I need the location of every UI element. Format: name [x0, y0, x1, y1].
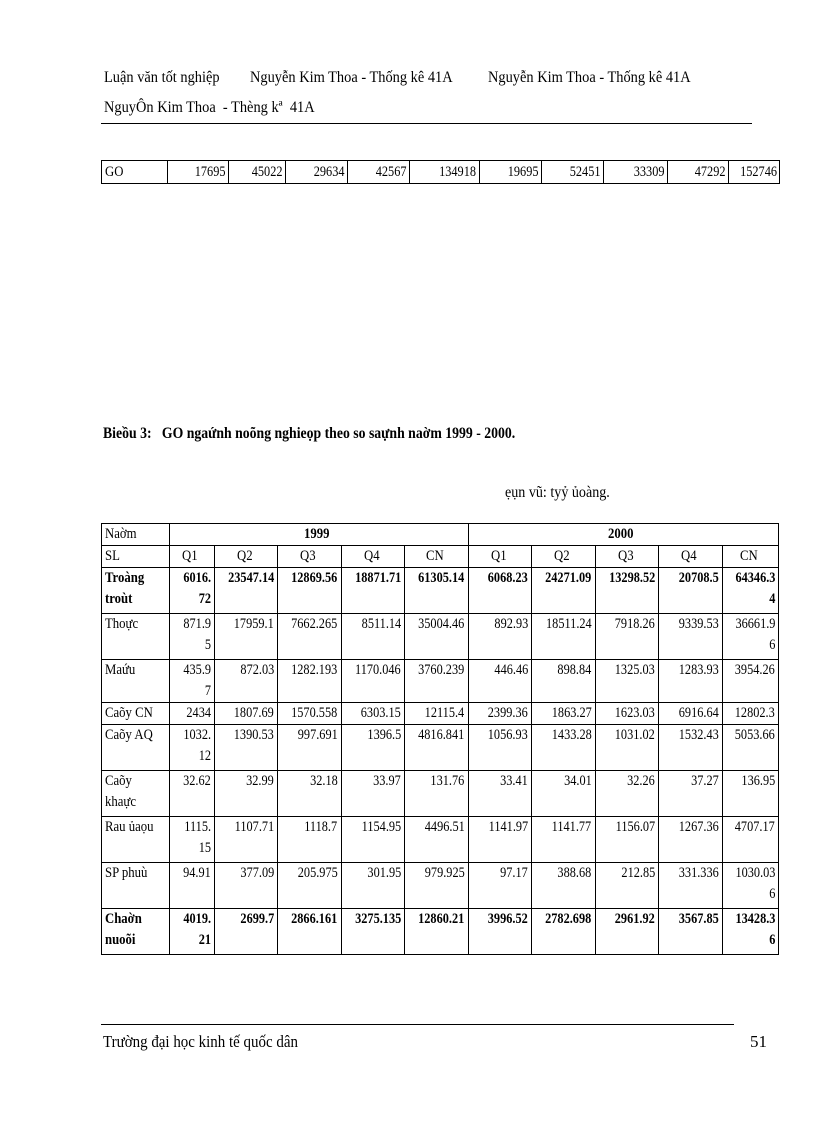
table-row	[102, 568, 779, 614]
table-cell: 1807.69	[214, 703, 277, 725]
page-number: 51	[750, 1032, 767, 1051]
table-cell: 872.03	[214, 660, 277, 703]
table-cell: 24271.09	[532, 568, 595, 614]
table-cell: 12115.4	[405, 703, 469, 725]
table-row	[102, 660, 779, 703]
table-row	[102, 161, 780, 184]
footer-divider	[101, 1024, 734, 1025]
table-row	[102, 703, 779, 725]
table-cell: 52451	[542, 161, 604, 184]
table-cell: 37.27	[659, 771, 722, 817]
row-label: Thoực	[102, 614, 170, 660]
row-label: Rau ủaọu	[102, 817, 170, 863]
table-cell: 1283.93	[659, 660, 722, 703]
table-cell: 1141.77	[532, 817, 595, 863]
table-cell: 3996.52	[468, 909, 531, 955]
table-cell: 1396.5	[341, 725, 404, 771]
table-row	[102, 725, 779, 771]
table-cell: 6016.72	[169, 568, 214, 614]
table-cell: 4707.17	[722, 817, 778, 863]
table-cell: 9339.53	[659, 614, 722, 660]
table-cell: 3567.85	[659, 909, 722, 955]
table-cell: 1107.71	[214, 817, 277, 863]
table-row	[102, 771, 779, 817]
table-cell: 3954.26	[722, 660, 778, 703]
table-cell: 1570.558	[278, 703, 341, 725]
table-cell: 35004.46	[405, 614, 469, 660]
table-cell: 377.09	[214, 863, 277, 909]
go-label: GO	[102, 161, 168, 184]
table-cell: 47292	[668, 161, 729, 184]
table-cell: 5053.66	[722, 725, 778, 771]
table-cell: 32.99	[214, 771, 277, 817]
table-cell: 36661.96	[722, 614, 778, 660]
data-table	[101, 523, 779, 955]
table-header-row	[102, 524, 779, 546]
table-cell: 446.46	[468, 660, 531, 703]
table-cell: 33.97	[341, 771, 404, 817]
table-cell: 6303.15	[341, 703, 404, 725]
header-year-label: Naờm	[102, 524, 170, 546]
caption-title: GO ngaứnh noõng nghieọp theo so saựnh naờm 1999 - 2000.	[161, 425, 516, 442]
table-cell: 2866.161	[278, 909, 341, 955]
table-cell: 12802.3	[722, 703, 778, 725]
table-cell: 1433.28	[532, 725, 595, 771]
table-cell: 13298.52	[595, 568, 658, 614]
table-cell: 1623.03	[595, 703, 658, 725]
table-cell: 871.95	[169, 614, 214, 660]
table-cell: 1156.07	[595, 817, 658, 863]
row-label: Troàng troùt	[102, 568, 170, 614]
table-cell: 1154.95	[341, 817, 404, 863]
table-cell: 8511.14	[341, 614, 404, 660]
row-label: Caõy CN	[102, 703, 170, 725]
go-row-table	[101, 160, 780, 184]
table-cell: 20708.5	[659, 568, 722, 614]
table-cell: 18871.71	[341, 568, 404, 614]
table-body	[102, 568, 779, 955]
header-author-repeat: Nguyễn Kim Thoa - Thống kê 41A	[488, 69, 691, 86]
table-cell: 3275.135	[341, 909, 404, 955]
column-header: CN	[722, 546, 778, 568]
table-cell: 435.97	[169, 660, 214, 703]
table-header-row	[102, 546, 779, 568]
table-cell: 1863.27	[532, 703, 595, 725]
table-cell: 134918	[410, 161, 480, 184]
row-label: Chaờn nuoõi	[102, 909, 170, 955]
row-label: Maứu	[102, 660, 170, 703]
column-header: Q1	[169, 546, 214, 568]
table-cell: 2399.36	[468, 703, 531, 725]
table-cell: 7918.26	[595, 614, 658, 660]
year-header-1999: 1999	[169, 524, 468, 546]
table-cell: 388.68	[532, 863, 595, 909]
footer-institution: Trường đại học kinh tế quốc dân	[103, 1032, 298, 1051]
table-cell: 1141.97	[468, 817, 531, 863]
table-cell: 4496.51	[405, 817, 469, 863]
column-header: Q3	[595, 546, 658, 568]
table-cell: 152746	[729, 161, 780, 184]
table-cell: 1030.036	[722, 863, 778, 909]
table-cell: 17695	[168, 161, 229, 184]
table-cell: 32.18	[278, 771, 341, 817]
table-cell: 997.691	[278, 725, 341, 771]
column-header: CN	[405, 546, 469, 568]
unit-note: ẹụn vũ: tyỷ ủoàng.	[505, 484, 610, 501]
table-cell: 1170.046	[341, 660, 404, 703]
table-cell: 23547.14	[214, 568, 277, 614]
table-cell: 64346.34	[722, 568, 778, 614]
table-cell: 2699.7	[214, 909, 277, 955]
table-cell: 1390.53	[214, 725, 277, 771]
table-cell: 1282.193	[278, 660, 341, 703]
table-cell: 32.26	[595, 771, 658, 817]
header-author: Nguyễn Kim Thoa - Thống kê 41A	[250, 69, 453, 86]
header-sl-label: SL	[102, 546, 170, 568]
column-header: Q3	[278, 546, 341, 568]
table-cell: 13428.36	[722, 909, 778, 955]
table-cell: 1532.43	[659, 725, 722, 771]
table-cell: 1056.93	[468, 725, 531, 771]
row-label: Caõy khaực	[102, 771, 170, 817]
column-header: Q4	[659, 546, 722, 568]
table-cell: 1118.7	[278, 817, 341, 863]
table-cell: 131.76	[405, 771, 469, 817]
table-cell: 892.93	[468, 614, 531, 660]
table-cell: 205.975	[278, 863, 341, 909]
column-header: Q4	[341, 546, 404, 568]
table-cell: 979.925	[405, 863, 469, 909]
table-cell: 33.41	[468, 771, 531, 817]
table-cell: 4019.21	[169, 909, 214, 955]
table-cell: 136.95	[722, 771, 778, 817]
table-cell: 33309	[604, 161, 668, 184]
table-cell: 29634	[286, 161, 348, 184]
table-cell: 12860.21	[405, 909, 469, 955]
table-cell: 4816.841	[405, 725, 469, 771]
table-cell: 1267.36	[659, 817, 722, 863]
table-cell: 212.85	[595, 863, 658, 909]
table-cell: 1115.15	[169, 817, 214, 863]
table-cell: 2961.92	[595, 909, 658, 955]
table-cell: 94.91	[169, 863, 214, 909]
year-header-2000: 2000	[468, 524, 778, 546]
table-cell: 1325.03	[595, 660, 658, 703]
table-cell: 32.62	[169, 771, 214, 817]
table-cell: 2434	[169, 703, 214, 725]
table-cell: 17959.1	[214, 614, 277, 660]
row-label: Caõy AQ	[102, 725, 170, 771]
header-divider	[101, 123, 752, 124]
table-caption	[103, 425, 515, 443]
table-cell: 2782.698	[532, 909, 595, 955]
column-header: Q1	[468, 546, 531, 568]
table-cell: 301.95	[341, 863, 404, 909]
table-cell: 18511.24	[532, 614, 595, 660]
table-cell: 19695	[480, 161, 542, 184]
table-cell: 42567	[348, 161, 410, 184]
table-cell: 1032.12	[169, 725, 214, 771]
table-cell: 6068.23	[468, 568, 531, 614]
header-title: Luận văn tốt nghiệp	[104, 69, 220, 86]
header-author-garbled: NguyÔn Kim Thoa - Thèng kª 41A	[104, 99, 315, 116]
table-cell: 6916.64	[659, 703, 722, 725]
table-cell: 3760.239	[405, 660, 469, 703]
table-cell: 1031.02	[595, 725, 658, 771]
table-row	[102, 863, 779, 909]
table-cell: 12869.56	[278, 568, 341, 614]
table-cell: 61305.14	[405, 568, 469, 614]
table-row	[102, 817, 779, 863]
table-cell: 97.17	[468, 863, 531, 909]
table-cell: 45022	[229, 161, 286, 184]
table-row	[102, 614, 779, 660]
caption-label: Bieồu 3:	[103, 425, 152, 442]
row-label: SP phuù	[102, 863, 170, 909]
table-cell: 7662.265	[278, 614, 341, 660]
column-header: Q2	[532, 546, 595, 568]
column-header: Q2	[214, 546, 277, 568]
table-cell: 898.84	[532, 660, 595, 703]
table-cell: 34.01	[532, 771, 595, 817]
table-row	[102, 909, 779, 955]
table-cell: 331.336	[659, 863, 722, 909]
